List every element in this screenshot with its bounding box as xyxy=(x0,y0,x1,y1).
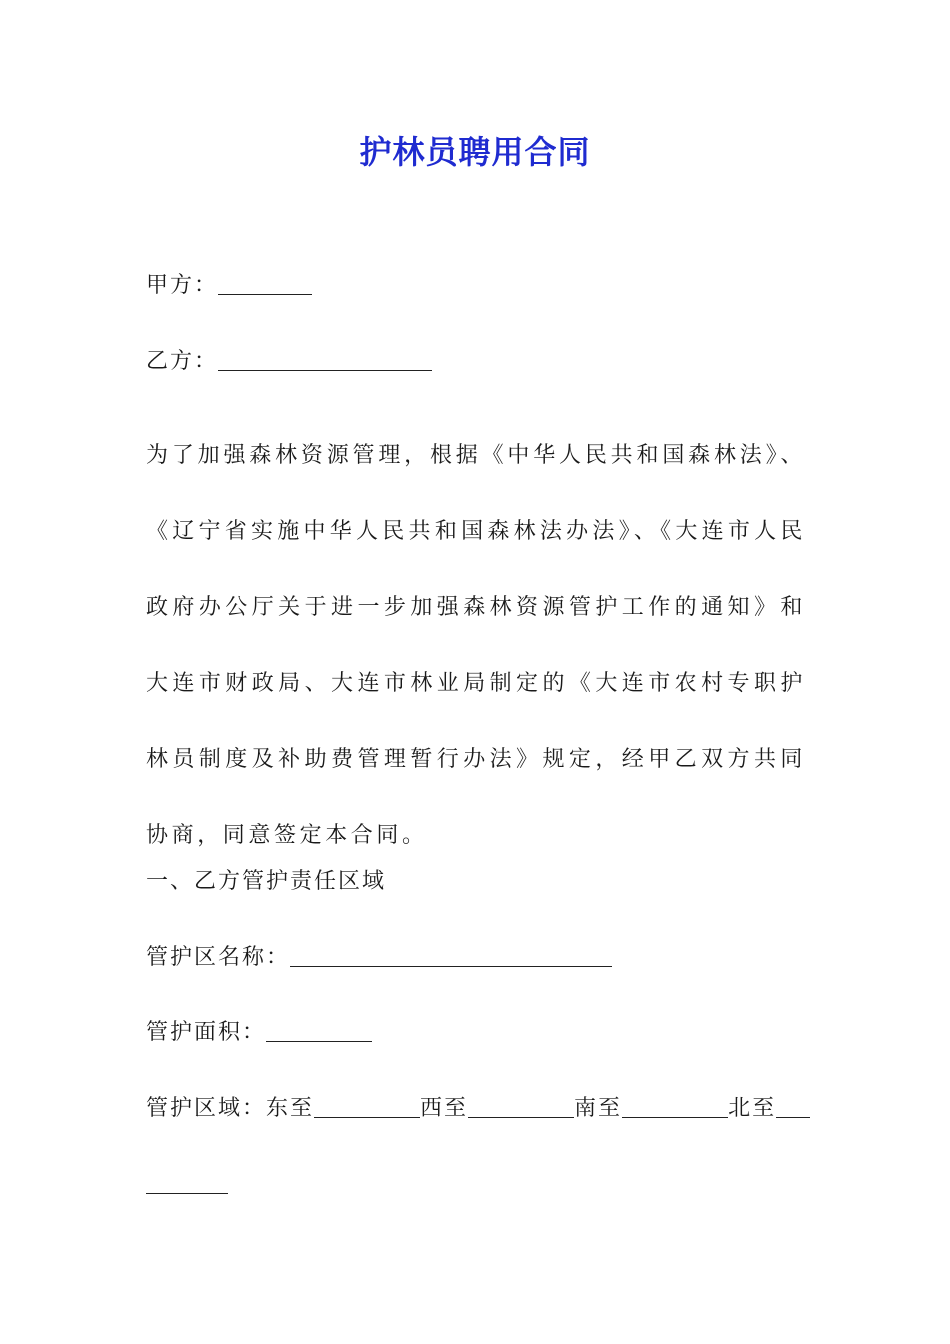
intro-paragraph: 为了加强森林资源管理，根据《中华人民共和国森林法》、《辽宁省实施中华人民共和国森林法办法》、《大连市人民政府办公厅关于进一步加强森林资源管护工作的通知》和大连市财政局、大连市林业局制定的《大连市农村专职护林员制度及补助费管理暂行办法》规定，经甲乙双方共同协商，同意签定本合同。 xyxy=(146,443,806,848)
south-blank[interactable] xyxy=(622,1095,728,1118)
party-a-blank[interactable] xyxy=(218,272,312,295)
east-blank[interactable] xyxy=(314,1095,420,1118)
west-blank[interactable] xyxy=(468,1095,574,1118)
document-title: 护林员聘用合同 xyxy=(359,133,591,171)
party-a-label: 甲方： xyxy=(146,273,219,298)
west-label: 西至 xyxy=(420,1096,469,1121)
party-b-blank[interactable] xyxy=(218,348,432,371)
area-size-blank[interactable] xyxy=(266,1019,372,1042)
north-blank-end[interactable] xyxy=(146,1171,228,1194)
region-line-continued xyxy=(146,1165,816,1205)
party-a-line xyxy=(146,266,816,306)
area-name-line xyxy=(146,938,816,978)
region-line xyxy=(146,1089,816,1129)
north-blank-start[interactable] xyxy=(776,1095,810,1118)
north-label: 北至 xyxy=(728,1096,777,1121)
south-label: 南至 xyxy=(574,1096,623,1121)
area-size-line xyxy=(146,1013,816,1053)
east-label: 东至 xyxy=(266,1096,315,1121)
section-1-heading: 一、乙方管护责任区域 xyxy=(146,869,387,894)
area-name-label: 管护区名称： xyxy=(146,945,291,970)
party-b-label: 乙方： xyxy=(146,349,219,374)
region-label: 管护区域： xyxy=(146,1096,267,1121)
area-size-label: 管护面积： xyxy=(146,1020,267,1045)
area-name-blank[interactable] xyxy=(290,944,612,967)
party-b-line xyxy=(146,342,816,382)
